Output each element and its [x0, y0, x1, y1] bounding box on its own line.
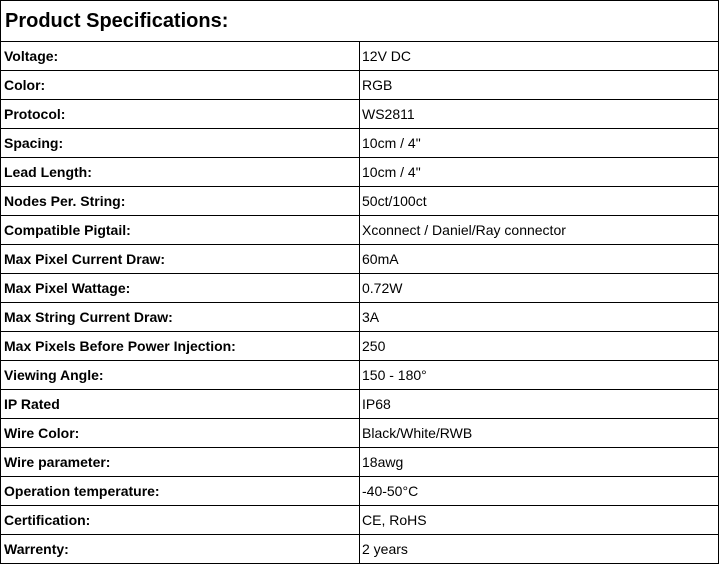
spec-value: 0.72W: [360, 274, 719, 303]
spec-row: [1, 71, 719, 100]
spec-label: Lead Length:: [1, 158, 360, 187]
spec-label: Certification:: [1, 506, 360, 535]
spec-value: RGB: [360, 71, 719, 100]
spec-label: Wire parameter:: [1, 448, 360, 477]
spec-label: Voltage:: [1, 42, 360, 71]
spec-label: Nodes Per. String:: [1, 187, 360, 216]
spec-value: 50ct/100ct: [360, 187, 719, 216]
spec-row: [1, 216, 719, 245]
spec-row: [1, 535, 719, 564]
spec-label: Color:: [1, 71, 360, 100]
spec-value: 250: [360, 332, 719, 361]
spec-value: 10cm / 4": [360, 158, 719, 187]
spec-value: 3A: [360, 303, 719, 332]
spec-value: IP68: [360, 390, 719, 419]
spec-row: [1, 100, 719, 129]
spec-label: Compatible Pigtail:: [1, 216, 360, 245]
title-row: [1, 1, 719, 42]
spec-label: IP Rated: [1, 390, 360, 419]
spec-value: WS2811: [360, 100, 719, 129]
spec-label: Viewing Angle:: [1, 361, 360, 390]
spec-label: Max Pixels Before Power Injection:: [1, 332, 360, 361]
spec-row: [1, 332, 719, 361]
spec-value: Xconnect / Daniel/Ray connector: [360, 216, 719, 245]
spec-value: 12V DC: [360, 42, 719, 71]
spec-value: Black/White/RWB: [360, 419, 719, 448]
spec-row: [1, 303, 719, 332]
spec-row: [1, 419, 719, 448]
spec-row: [1, 361, 719, 390]
spec-value: 2 years: [360, 535, 719, 564]
spec-row: [1, 129, 719, 158]
spec-row: [1, 245, 719, 274]
spec-row: [1, 477, 719, 506]
spec-label: Spacing:: [1, 129, 360, 158]
spec-row: [1, 187, 719, 216]
spec-value: 60mA: [360, 245, 719, 274]
spec-row: [1, 506, 719, 535]
spec-value: 150 - 180°: [360, 361, 719, 390]
spec-label: Operation temperature:: [1, 477, 360, 506]
spec-row: [1, 390, 719, 419]
spec-row: [1, 158, 719, 187]
spec-label: Max Pixel Wattage:: [1, 274, 360, 303]
spec-row: [1, 42, 719, 71]
spec-row: [1, 274, 719, 303]
spec-label: Max String Current Draw:: [1, 303, 360, 332]
spec-label: Max Pixel Current Draw:: [1, 245, 360, 274]
spec-label: Protocol:: [1, 100, 360, 129]
spec-row: [1, 448, 719, 477]
table-title: Product Specifications:: [1, 1, 719, 42]
spec-value: -40-50°C: [360, 477, 719, 506]
spec-label: Warrenty:: [1, 535, 360, 564]
spec-value: 18awg: [360, 448, 719, 477]
spec-value: 10cm / 4": [360, 129, 719, 158]
spec-value: CE, RoHS: [360, 506, 719, 535]
spec-label: Wire Color:: [1, 419, 360, 448]
